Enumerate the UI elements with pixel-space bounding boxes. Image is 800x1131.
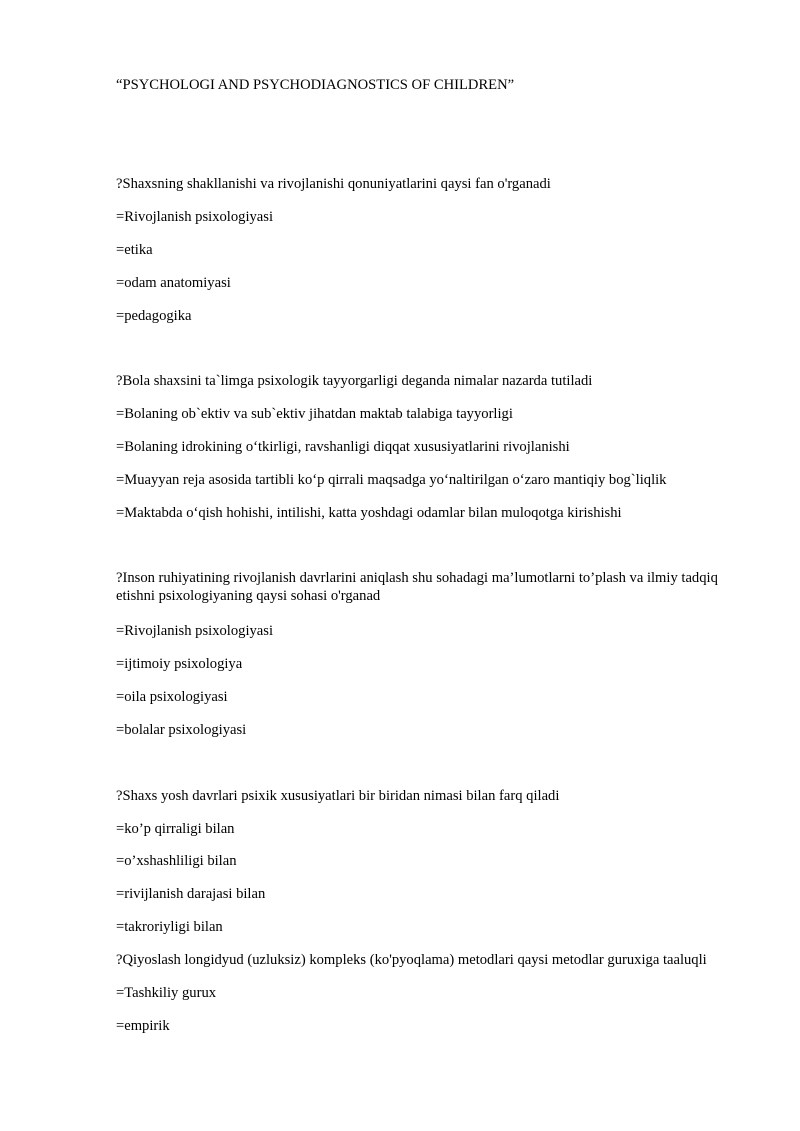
answer-option: =takroriyligi bilan	[116, 919, 223, 935]
answer-option: =Tashkiliy gurux	[116, 985, 217, 1001]
answer-option: =Bolaning ob`ektiv va sub`ektiv jihatdan maktab talabiga tayyorligi	[116, 406, 513, 422]
answer-option: =Muayyan reja asosida tartibli ko‘p qirrali maqsadga yo‘naltirilgan o‘zaro mantiqiy bog`liqlik	[116, 472, 667, 488]
question-text: ?Bola shaxsini ta`limga psixologik tayyorgarligi deganda nimalar nazarda tutiladi	[116, 373, 593, 389]
answer-option: =oila psixologiyasi	[116, 689, 228, 705]
question-text: ?Qiyoslash longidyud (uzluksiz) kompleks (ko'pyoqlama) metodlari qaysi metodlar guruxiga taaluqli	[116, 952, 707, 968]
answer-option: =ko’p qirraligi bilan	[116, 821, 235, 837]
question-text: ?Shaxs yosh davrlari psixik xususiyatlari bir biridan nimasi bilan farq qiladi	[116, 788, 560, 804]
document-title: “PSYCHOLOGI AND PSYCHODIAGNOSTICS OF CHILDREN”	[116, 77, 515, 93]
answer-option: =rivijlanish darajasi bilan	[116, 886, 266, 902]
question-text: ?Shaxsning shakllanishi va rivojlanishi qonuniyatlarini qaysi fan o'rganadi	[116, 176, 551, 192]
question-text: ?Inson ruhiyatining rivojlanish davrlarini aniqlash shu sohadagi ma’lumotlarni to’plash va ilmiy tadqiq etishni psixologiyaning qaysi sohasi o'rganad	[116, 570, 718, 604]
answer-option: =Maktabda o‘qish hohishi, intilishi, katta yoshdagi odamlar bilan muloqotga kirishishi	[116, 505, 622, 521]
answer-option: =ijtimoiy psixologiya	[116, 656, 243, 672]
answer-option: =pedagogika	[116, 308, 192, 324]
answer-option: =odam anatomiyasi	[116, 275, 231, 291]
answer-option: =etika	[116, 242, 153, 258]
answer-option: =Rivojlanish psixologiyasi	[116, 209, 274, 225]
answer-option: =o’xshashliligi bilan	[116, 853, 237, 869]
answer-option: =bolalar psixologiyasi	[116, 722, 247, 738]
answer-option: =empirik	[116, 1018, 170, 1034]
answer-option: =Bolaning idrokining o‘tkirligi, ravshanligi diqqat xususiyatlarini rivojlanishi	[116, 439, 570, 455]
answer-option: =Rivojlanish psixologiyasi	[116, 623, 274, 639]
